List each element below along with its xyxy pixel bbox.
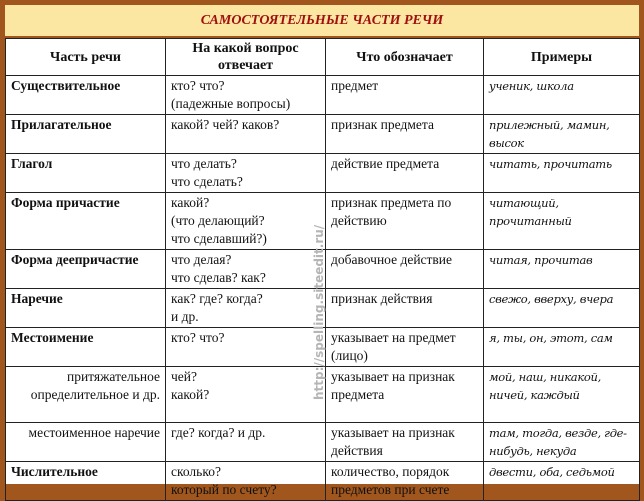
cell-meaning: действие предмета <box>326 154 484 193</box>
cell-question: какой? чей? каков? <box>166 115 326 154</box>
table-row <box>6 423 640 462</box>
cell-name: Существительное <box>6 76 166 115</box>
cell-question: кто? что? (падежные вопросы) <box>166 76 326 115</box>
header-meaning: Что обозначает <box>326 39 484 76</box>
cell-examples: там, тогда, везде, где-нибудь, некуда <box>484 423 640 462</box>
cell-meaning: предмет <box>326 76 484 115</box>
cell-meaning: признак предмета <box>326 115 484 154</box>
cell-question: какой? (что делающий? что сделавший?) <box>166 193 326 250</box>
cell-meaning: указывает на предмет (лицо) <box>326 328 484 367</box>
cell-examples: читая, прочитав <box>484 250 640 289</box>
cell-question: где? когда? и др. <box>166 423 326 462</box>
cell-question: кто? что? <box>166 328 326 367</box>
cell-meaning: добавочное действие <box>326 250 484 289</box>
cell-examples: читать, прочитать <box>484 154 640 193</box>
cell-name: Форма деепричастие <box>6 250 166 289</box>
cell-name: притяжательное определительное и др. <box>6 367 166 423</box>
cell-question: сколько? который по счету? <box>166 462 326 501</box>
table-title: САМОСТОЯТЕЛЬНЫЕ ЧАСТИ РЕЧИ <box>5 5 639 38</box>
table-row <box>6 462 640 501</box>
header-examples: Примеры <box>484 39 640 76</box>
cell-question: как? где? когда? и др. <box>166 289 326 328</box>
cell-question: что делая? что сделав? как? <box>166 250 326 289</box>
cell-question: что делать? что сделать? <box>166 154 326 193</box>
table-row <box>6 154 640 193</box>
table-row <box>6 115 640 154</box>
cell-meaning: указывает на признак предмета <box>326 367 484 423</box>
cell-meaning: признак действия <box>326 289 484 328</box>
cell-name: Числительное <box>6 462 166 501</box>
cell-examples: читающий, прочитанный <box>484 193 640 250</box>
cell-examples: свежо, вверху, вчера <box>484 289 640 328</box>
cell-examples: двести, оба, седьмой <box>484 462 640 501</box>
header-part: Часть речи <box>6 39 166 76</box>
cell-meaning: количество, порядок предметов при счете <box>326 462 484 501</box>
cell-examples: мой, наш, никакой, ничей, каждый <box>484 367 640 423</box>
header-row <box>6 39 640 76</box>
cell-examples: я, ты, он, этот, сам <box>484 328 640 367</box>
cell-meaning: признак предмета по действию <box>326 193 484 250</box>
cell-meaning: указывает на признак действия <box>326 423 484 462</box>
cell-name: Прилагательное <box>6 115 166 154</box>
cell-name: Местоимение <box>6 328 166 367</box>
cell-name: Форма причастие <box>6 193 166 250</box>
cell-examples: прилежный, мамин, высок <box>484 115 640 154</box>
watermark: http://spelling.siteedit.ru/ <box>312 224 326 400</box>
cell-name: местоименное наречие <box>6 423 166 462</box>
cell-name: Глагол <box>6 154 166 193</box>
table-row <box>6 76 640 115</box>
cell-name: Наречие <box>6 289 166 328</box>
cell-examples: ученик, школа <box>484 76 640 115</box>
cell-question: чей? какой? <box>166 367 326 423</box>
header-question: На какой вопрос отвечает <box>166 39 326 76</box>
